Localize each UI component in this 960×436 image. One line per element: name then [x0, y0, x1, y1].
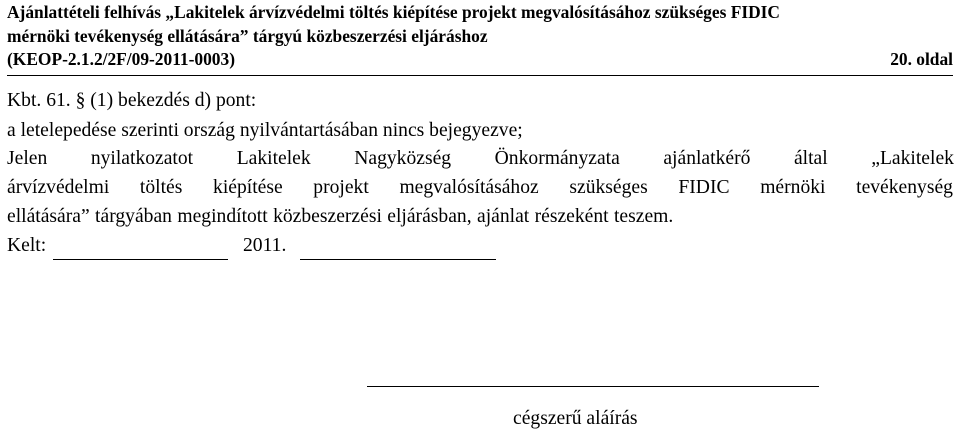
- date-blank-field[interactable]: [53, 259, 228, 260]
- statement-line: a letelepedése szerinti ország nyilvántartásában nincs bejegyezve;: [7, 120, 523, 141]
- word: Nagyközség: [354, 148, 452, 169]
- word: megvalósításához: [399, 177, 539, 198]
- signature-line[interactable]: [367, 386, 819, 387]
- word: Lakitelek: [236, 148, 311, 169]
- date-label: Kelt:: [7, 235, 47, 256]
- word: nyilatkozatot: [90, 148, 194, 169]
- date-line: [7, 234, 286, 257]
- signature-label: cégszerű aláírás: [513, 408, 638, 429]
- declaration-line-3: ellátására” tárgyában megindított közbeszerzési eljárásban, ajánlat részeként teszem.: [7, 206, 674, 227]
- header-title-line-1: Ajánlattételi felhívás „Lakitelek árvízvédelmi töltés kiépítése projekt megvalósításához szükséges FIDIC: [7, 2, 780, 22]
- legal-reference: Kbt. 61. § (1) bekezdés d) pont:: [7, 90, 257, 111]
- date-year: 2011.: [243, 235, 287, 256]
- word: árvízvédelmi: [7, 177, 110, 198]
- word: töltés: [139, 177, 183, 198]
- word: szükséges: [569, 177, 648, 198]
- word: Jelen: [7, 148, 48, 169]
- word: ajánlatkérő: [663, 148, 751, 169]
- header-project-code: (KEOP-2.1.2/2F/09-2011-0003): [7, 49, 235, 69]
- word: projekt: [313, 177, 369, 198]
- word: mérnöki: [760, 177, 826, 198]
- declaration-line-2: [7, 176, 953, 199]
- word: tevékenység: [856, 177, 953, 198]
- date-day-blank-field[interactable]: [300, 259, 496, 260]
- word: Önkormányzata: [494, 148, 620, 169]
- page-number: 20. oldal: [890, 49, 953, 69]
- word: „Lakitelek: [871, 148, 954, 169]
- word: FIDIC: [678, 177, 730, 198]
- header-divider: [7, 75, 953, 76]
- word: kiépítése: [213, 177, 283, 198]
- word: által: [793, 148, 828, 169]
- declaration-line-1: [7, 147, 954, 170]
- header-title-line-2: mérnöki tevékenység ellátására” tárgyú közbeszerzési eljáráshoz: [7, 26, 488, 46]
